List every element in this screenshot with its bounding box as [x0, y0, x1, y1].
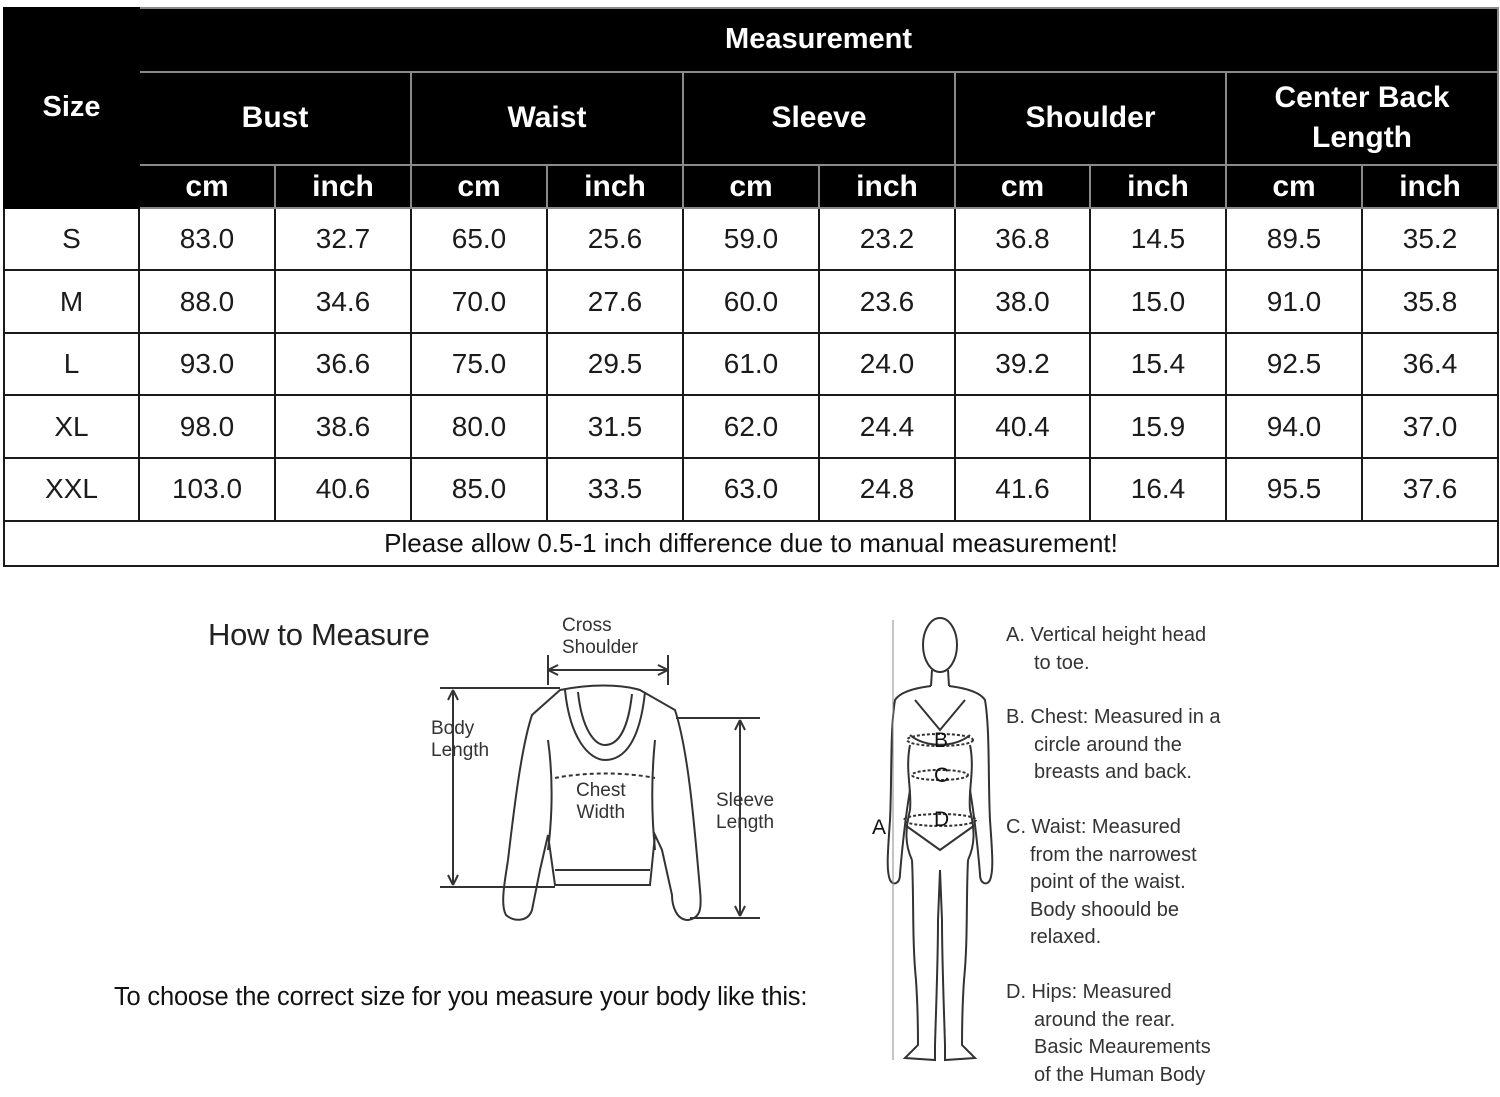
table-cell: 24.0: [819, 333, 955, 396]
bust-header: Bust: [139, 72, 411, 166]
body-length-line2: Length: [431, 740, 490, 761]
table-cell: 34.6: [275, 270, 411, 333]
table-cell: 27.6: [547, 270, 683, 333]
shoulder-cm-header: cm: [955, 165, 1090, 207]
legend-d-line4: of the Human Body: [1034, 1063, 1206, 1086]
table-cell: 89.5: [1226, 208, 1362, 271]
waist-inch-header: inch: [547, 165, 683, 207]
waist-cm-header: cm: [411, 165, 547, 207]
how-to-measure-title: How to Measure: [208, 617, 430, 652]
chest-marker-b: B: [934, 729, 949, 752]
table-cell: 15.0: [1090, 270, 1226, 333]
legend-c-line5: relaxed.: [1030, 926, 1102, 949]
sleeve-length-line1: Sleeve: [716, 790, 775, 811]
cross-shoulder-line2: Shoulder: [562, 637, 639, 658]
legend-c-line2: from the narrowest: [1030, 843, 1197, 866]
table-cell: 83.0: [139, 208, 275, 271]
table-cell: 61.0: [683, 333, 819, 396]
legend-a-line2: to toe.: [1034, 651, 1090, 674]
chest-width-line1: Chest: [576, 780, 626, 801]
table-row-m: [4, 270, 1498, 333]
body-length-label: [431, 718, 489, 762]
table-cell: 63.0: [683, 458, 819, 521]
table-cell: 95.5: [1226, 458, 1362, 521]
table-cell: 36.6: [275, 333, 411, 396]
waist-marker-c: C: [934, 764, 950, 787]
sleeve-cm-header: cm: [683, 165, 819, 207]
legend-c-line1: C. Waist: Measured: [1006, 816, 1181, 838]
table-cell: 32.7: [275, 208, 411, 271]
table-cell: 25.6: [547, 208, 683, 271]
table-cell: 103.0: [139, 458, 275, 521]
sleeve-length-line2: Length: [716, 812, 775, 833]
table-row-s: [4, 208, 1498, 271]
table-cell: 23.2: [819, 208, 955, 271]
table-cell: 39.2: [955, 333, 1090, 396]
legend-c-line3: point of the waist.: [1030, 871, 1186, 894]
choose-size-instruction: To choose the correct size for you measure your body like this:: [114, 983, 808, 1011]
waist-header: Waist: [411, 72, 683, 166]
height-marker-a: A: [872, 816, 887, 839]
shoulder-header: Shoulder: [955, 72, 1226, 166]
legend-b-line1: B. Chest: Measured in a: [1006, 706, 1221, 728]
table-cell: 62.0: [683, 395, 819, 458]
legend-d-line1: D. Hips: Measured: [1006, 981, 1172, 1003]
table-cell: 98.0: [139, 395, 275, 458]
table-cell: 91.0: [1226, 270, 1362, 333]
table-cell: 35.2: [1362, 208, 1498, 271]
legend-d-line3: Basic Meaurements: [1034, 1036, 1211, 1059]
table-cell: 70.0: [411, 270, 547, 333]
table-cell: 36.8: [955, 208, 1090, 271]
size-cell: S: [4, 208, 139, 271]
table-cell: 40.6: [275, 458, 411, 521]
table-cell: 23.6: [819, 270, 955, 333]
legend-a-line1: A. Vertical height head: [1006, 624, 1207, 646]
shoulder-inch-header: inch: [1090, 165, 1226, 207]
table-cell: 37.0: [1362, 395, 1498, 458]
size-chart-table: [3, 7, 1499, 567]
size-cell: M: [4, 270, 139, 333]
legend-d-line2: around the rear.: [1034, 1008, 1176, 1031]
table-cell: 59.0: [683, 208, 819, 271]
legend-c-line4: Body shoould be: [1030, 898, 1180, 921]
table-cell: 60.0: [683, 270, 819, 333]
table-cell: 31.5: [547, 395, 683, 458]
table-cell: 37.6: [1362, 458, 1498, 521]
table-cell: 94.0: [1226, 395, 1362, 458]
table-row-xxl: [4, 458, 1498, 521]
table-cell: 35.8: [1362, 270, 1498, 333]
table-cell: 85.0: [411, 458, 547, 521]
table-cell: 15.4: [1090, 333, 1226, 396]
table-cell: 41.6: [955, 458, 1090, 521]
table-cell: 29.5: [547, 333, 683, 396]
sleeve-inch-header: inch: [819, 165, 955, 207]
table-cell: 24.4: [819, 395, 955, 458]
size-column-header: Size: [4, 8, 139, 208]
legend-b-line3: breasts and back.: [1034, 761, 1192, 784]
size-cell: L: [4, 333, 139, 396]
measurement-note: Please allow 0.5-1 inch difference due to manual measurement!: [4, 521, 1498, 567]
table-cell: 40.4: [955, 395, 1090, 458]
legend-b: [1006, 704, 1306, 787]
table-cell: 75.0: [411, 333, 547, 396]
table-cell: 80.0: [411, 395, 547, 458]
center-back-cm-header: cm: [1226, 165, 1362, 207]
measurement-header: Measurement: [139, 8, 1498, 72]
legend-a: [1006, 622, 1306, 677]
cross-shoulder-label: [562, 615, 638, 659]
body-length-line1: Body: [431, 718, 475, 739]
size-cell: XL: [4, 395, 139, 458]
cross-shoulder-line1: Cross: [562, 615, 612, 636]
table-cell: 36.4: [1362, 333, 1498, 396]
chest-width-line2: Width: [576, 802, 626, 823]
table-cell: 65.0: [411, 208, 547, 271]
table-cell: 38.0: [955, 270, 1090, 333]
center-back-inch-header: inch: [1362, 165, 1498, 207]
hips-marker-d: D: [934, 808, 950, 831]
table-cell: 88.0: [139, 270, 275, 333]
table-cell: 15.9: [1090, 395, 1226, 458]
table-cell: 14.5: [1090, 208, 1226, 271]
chest-width-label: [576, 780, 626, 824]
table-cell: 38.6: [275, 395, 411, 458]
legend-d: [1006, 979, 1306, 1089]
table-cell: 24.8: [819, 458, 955, 521]
sleeve-header: Sleeve: [683, 72, 955, 166]
table-cell: 16.4: [1090, 458, 1226, 521]
table-cell: 93.0: [139, 333, 275, 396]
table-cell: 33.5: [547, 458, 683, 521]
legend-b-line2: circle around the: [1034, 733, 1182, 756]
bust-cm-header: cm: [139, 165, 275, 207]
legend-c: [1006, 814, 1306, 952]
sleeve-length-label: [716, 790, 774, 834]
size-cell: XXL: [4, 458, 139, 521]
center-back-length-header: Center Back Length: [1226, 72, 1498, 166]
table-row-l: [4, 333, 1498, 396]
table-row-xl: [4, 395, 1498, 458]
bust-inch-header: inch: [275, 165, 411, 207]
table-cell: 92.5: [1226, 333, 1362, 396]
